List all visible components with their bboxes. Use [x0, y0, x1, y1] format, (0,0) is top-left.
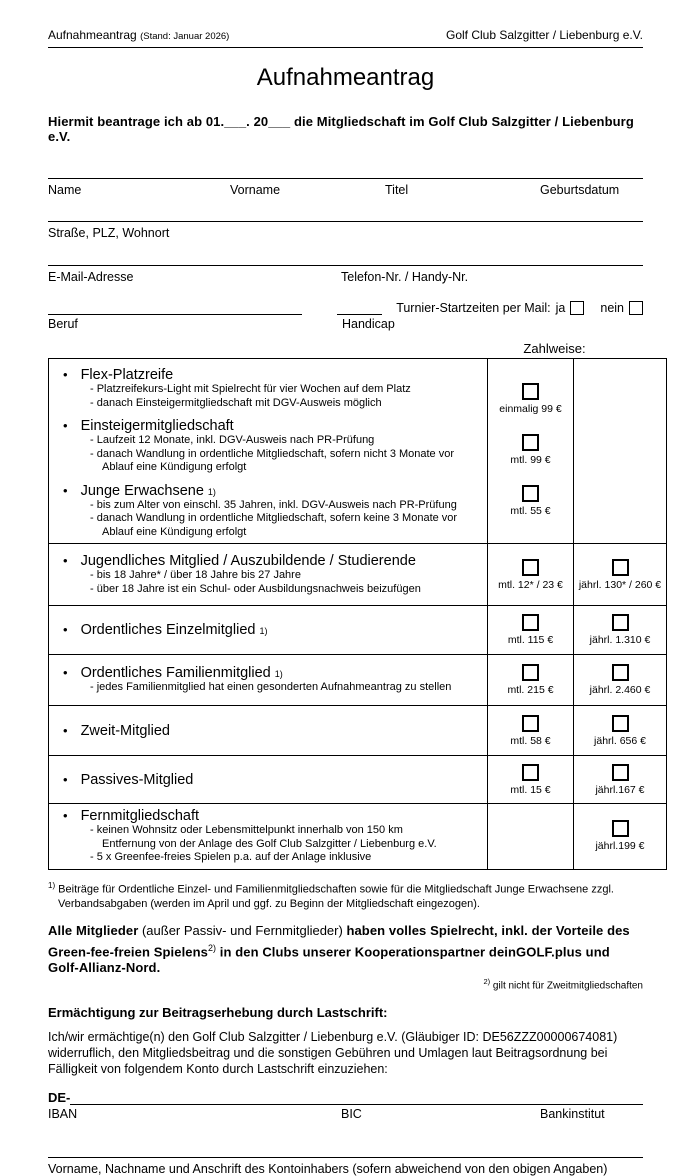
- field-label-handicap: Handicap: [342, 317, 395, 331]
- price-label: jährl. 130* / 260 €: [578, 578, 662, 591]
- checkbox-fern-jaehrlich[interactable]: [612, 820, 629, 837]
- nein-label: nein: [600, 301, 625, 315]
- sepa-body: Ich/wir ermächtige(n) den Golf Club Salzgitter / Liebenburg e.V. (Gläubiger ID: DE56ZZZ00000674081) widerruflich, den Mitgliedsbeitrag und die sonstigen Gebühren und Umlagen laut Beitragsordnung bei Fälligkeit von folgendem Konto durch Lastschrift einzuziehen:: [48, 1030, 618, 1077]
- price-label: mtl. 12* / 23 €: [498, 578, 563, 591]
- beruf-input-line[interactable]: [48, 300, 302, 315]
- price-label: mtl. 215 €: [507, 684, 554, 696]
- item-title: • Jugendliches Mitglied / Auszubildende / Studierende: [80, 553, 416, 569]
- price-label: jährl. 1.310 €: [589, 634, 651, 646]
- field-row-kontakt[interactable]: [48, 265, 643, 284]
- checkbox-einzel-jaehrlich[interactable]: [612, 614, 629, 631]
- item-sub: - 5 x Greenfee-freies Spielen p.a. auf der Anlage inklusive: [90, 851, 372, 863]
- price-option: [488, 764, 573, 796]
- field-label-titel: Titel: [385, 183, 409, 197]
- sepa-heading: Ermächtigung zur Beitragserhebung durch Lastschrift:: [48, 1005, 388, 1021]
- empty-cell: [488, 804, 574, 870]
- bic-label: BIC: [341, 1107, 362, 1122]
- item-title: • Ordentliches Einzelmitglied: [80, 622, 256, 638]
- footnote-2-marker: 2): [483, 976, 491, 986]
- price-option: [510, 485, 550, 517]
- benefits-bold: haben volles Spielrecht, inkl. der Vorteile des Green-fee-freien Spielens: [48, 923, 630, 959]
- price-option: [499, 383, 561, 415]
- price-label: jährl. 656 €: [594, 734, 646, 747]
- item-title: • Flex-Platzreife: [80, 367, 174, 383]
- checkbox-passiv-jaehrlich[interactable]: [612, 764, 629, 781]
- item-flex-platzreife: [63, 367, 481, 410]
- page-header: [48, 28, 643, 48]
- iban-prefix: DE-: [48, 1090, 71, 1106]
- item-junge-erwachsene: [63, 483, 481, 540]
- price-label: jährl.167 €: [595, 783, 645, 796]
- item-sub: - danach Wandlung in ordentliche Mitgliedschaft, sofern keine 3 Monate vor: [90, 512, 458, 524]
- iban-input-line[interactable]: [70, 1089, 643, 1105]
- footnote-ref: 1): [207, 486, 216, 497]
- price-option: [574, 614, 666, 646]
- item-title: • Ordentliches Familienmitglied: [80, 665, 271, 682]
- item-title: • Junge Erwachsene: [80, 482, 204, 499]
- checkbox-jugend-monatlich[interactable]: [522, 559, 539, 576]
- checkbox-zweit-monatlich[interactable]: [522, 715, 539, 732]
- header-club-name: Golf Club Salzgitter / Liebenburg e.V.: [445, 28, 643, 42]
- bank-labels-row: [48, 1107, 643, 1121]
- price-option: [488, 559, 573, 591]
- field-label-telefon: Telefon-Nr. / Handy-Nr.: [341, 270, 469, 284]
- header-left: [48, 28, 229, 42]
- price-label: mtl. 58 €: [510, 734, 551, 747]
- item-sub: - jedes Familienmitglied hat einen gesonderten Aufnahmeantrag zu stellen: [90, 681, 452, 694]
- item-title: • Zweit-Mitglied: [80, 722, 170, 739]
- checkbox-familien-monatlich[interactable]: [522, 664, 539, 681]
- field-row-adresse[interactable]: [48, 221, 643, 240]
- item-sub: - danach Wandlung in ordentliche Mitgliedschaft, sofern nicht 3 Monate vor: [90, 447, 455, 460]
- table-row-starter-group: [49, 359, 667, 544]
- price-label: jährl. 2.460 €: [589, 684, 651, 696]
- field-label-beruf: Beruf: [48, 317, 78, 331]
- form-title: Aufnahmeantrag: [256, 64, 435, 91]
- item-sub: - danach Einsteigermitgliedschaft mit DGV-Ausweis möglich: [90, 396, 382, 409]
- benefits-bold: in den Clubs unserer Kooperationspartner deinGOLF.plus und Golf-Allianz-Nord.: [48, 943, 610, 976]
- field-label-geburtsdatum: Geburtsdatum: [540, 183, 620, 197]
- price-label: mtl. 99 €: [510, 454, 551, 466]
- price-option: [574, 559, 666, 591]
- footnote-1-marker: 1): [48, 880, 56, 890]
- table-row-jugend: [49, 544, 667, 606]
- item-sub: - Laufzeit 12 Monate, inkl. DGV-Ausweis nach PR-Prüfung: [90, 434, 375, 446]
- benefits-normal: (außer Passiv- und Fernmitglieder): [138, 923, 347, 939]
- table-row-passives-mitglied: [49, 756, 667, 804]
- price-label: einmalig 99 €: [499, 403, 562, 415]
- price-option: [574, 664, 666, 696]
- item-title: • Fernmitgliedschaft: [80, 808, 200, 824]
- benefits-paragraph: [48, 923, 643, 977]
- item-sub: Ablauf eine Kündigung erfolgt: [102, 525, 247, 538]
- checkbox-einsteiger[interactable]: [522, 434, 539, 451]
- footnote-2-ref: 2): [208, 942, 217, 953]
- item-sub: - bis zum Alter von einschl. 35 Jahren, inkl. DGV-Ausweis nach PR-Prüfung: [90, 498, 457, 511]
- price-option: [510, 434, 550, 466]
- account-holder-label: Vorname, Nachname und Anschrift des Kontoinhabers (sofern abweichend von den obigen Angaben): [48, 1162, 608, 1176]
- price-option: [488, 715, 573, 747]
- item-sub: Entfernung von der Anlage des Golf Club Salzgitter / Liebenburg e.V.: [102, 837, 437, 850]
- footnote-ref: 1): [274, 669, 283, 680]
- checkbox-einzel-monatlich[interactable]: [522, 614, 539, 631]
- footnote-1: [48, 879, 643, 912]
- price-option: [574, 715, 666, 747]
- price-label: mtl. 115 €: [507, 634, 554, 646]
- price-label: mtl. 15 €: [510, 783, 551, 796]
- iban-row: [48, 1089, 643, 1105]
- field-label-adresse: Straße, PLZ, Wohnort: [48, 226, 170, 240]
- checkbox-flex-platzreife[interactable]: [522, 383, 539, 400]
- account-holder-row[interactable]: [48, 1157, 643, 1176]
- ja-label: ja: [555, 301, 566, 315]
- footnote-ref: 1): [259, 626, 268, 636]
- field-row-beruf-handicap: [48, 300, 643, 315]
- price-option: [574, 820, 666, 852]
- checkbox-jugend-jaehrlich[interactable]: [612, 559, 629, 576]
- price-option: [488, 614, 573, 646]
- bankinstitut-label: Bankinstitut: [540, 1107, 605, 1122]
- footnote-2-text: gilt nicht für Zweitmitgliedschaften: [490, 980, 643, 992]
- field-label-vorname: Vorname: [230, 183, 281, 197]
- table-row-familienmitglied: [49, 655, 667, 706]
- field-row-name[interactable]: [48, 178, 643, 197]
- table-row-fernmitgliedschaft: [49, 804, 667, 870]
- checkbox-mail-nein[interactable]: [629, 301, 643, 315]
- item-sub: - keinen Wohnsitz oder Lebensmittelpunkt innerhalb von 150 km: [90, 824, 403, 836]
- beruf-handicap-labels: [48, 317, 643, 331]
- price-option: [574, 764, 666, 796]
- turnier-startzeiten-option: [396, 301, 643, 315]
- membership-table: [48, 358, 667, 870]
- checkbox-familien-jaehrlich[interactable]: [612, 664, 629, 681]
- field-label-name: Name: [48, 183, 82, 197]
- header-revision-note: (Stand: Januar 2026): [140, 31, 230, 42]
- footnote-2: [48, 977, 643, 991]
- price-label: mtl. 55 €: [510, 505, 551, 517]
- iban-label: IBAN: [48, 1107, 78, 1122]
- item-sub: - über 18 Jahre ist ein Schul- oder Ausbildungsnachweis beizufügen: [90, 582, 421, 595]
- table-row-zweitmitglied: [49, 706, 667, 756]
- checkbox-passiv-monatlich[interactable]: [522, 764, 539, 781]
- handicap-input-line[interactable]: [337, 300, 382, 315]
- checkbox-mail-ja[interactable]: [570, 301, 584, 315]
- zahlweise-heading: Zahlweise:: [523, 341, 586, 356]
- footnote-1-text: Beiträge für Ordentliche Einzel- und Familienmitgliedschaften sowie für die Mitgliedschaft Junge Erwachsene zzgl. Verbandsabgaben (werden im April und ggf. zu Beginn der Mitgliedschaft eingezogen).: [55, 883, 614, 910]
- item-sub: - bis 18 Jahre* / über 18 Jahre bis 27 Jahre: [90, 569, 301, 581]
- intro-sentence: Hiermit beantrage ich ab 01.___. 20___ die Mitgliedschaft im Golf Club Salzgitter / Liebenburg e.V.: [48, 114, 634, 144]
- item-title: • Einsteigermitgliedschaft: [80, 418, 234, 434]
- checkbox-zweit-jaehrlich[interactable]: [612, 715, 629, 732]
- empty-cell: [574, 359, 667, 544]
- table-row-einzelmitglied: [49, 606, 667, 655]
- turnier-label: Turnier-Startzeiten per Mail:: [396, 301, 551, 315]
- field-label-email: E-Mail-Adresse: [48, 270, 134, 284]
- item-sub: Ablauf eine Kündigung erfolgt: [102, 461, 247, 473]
- item-sub: - Platzreifekurs-Light mit Spielrecht für vier Wochen auf dem Platz: [90, 383, 411, 395]
- price-option: [488, 664, 573, 696]
- benefits-bold: Alle Mitglieder: [48, 923, 139, 939]
- item-einsteigermitgliedschaft: [63, 418, 481, 475]
- checkbox-junge-erwachsene[interactable]: [522, 485, 539, 502]
- price-label: jährl.199 €: [595, 840, 645, 853]
- header-form-name: Aufnahmeantrag: [48, 28, 137, 42]
- item-title: • Passives-Mitglied: [80, 771, 194, 788]
